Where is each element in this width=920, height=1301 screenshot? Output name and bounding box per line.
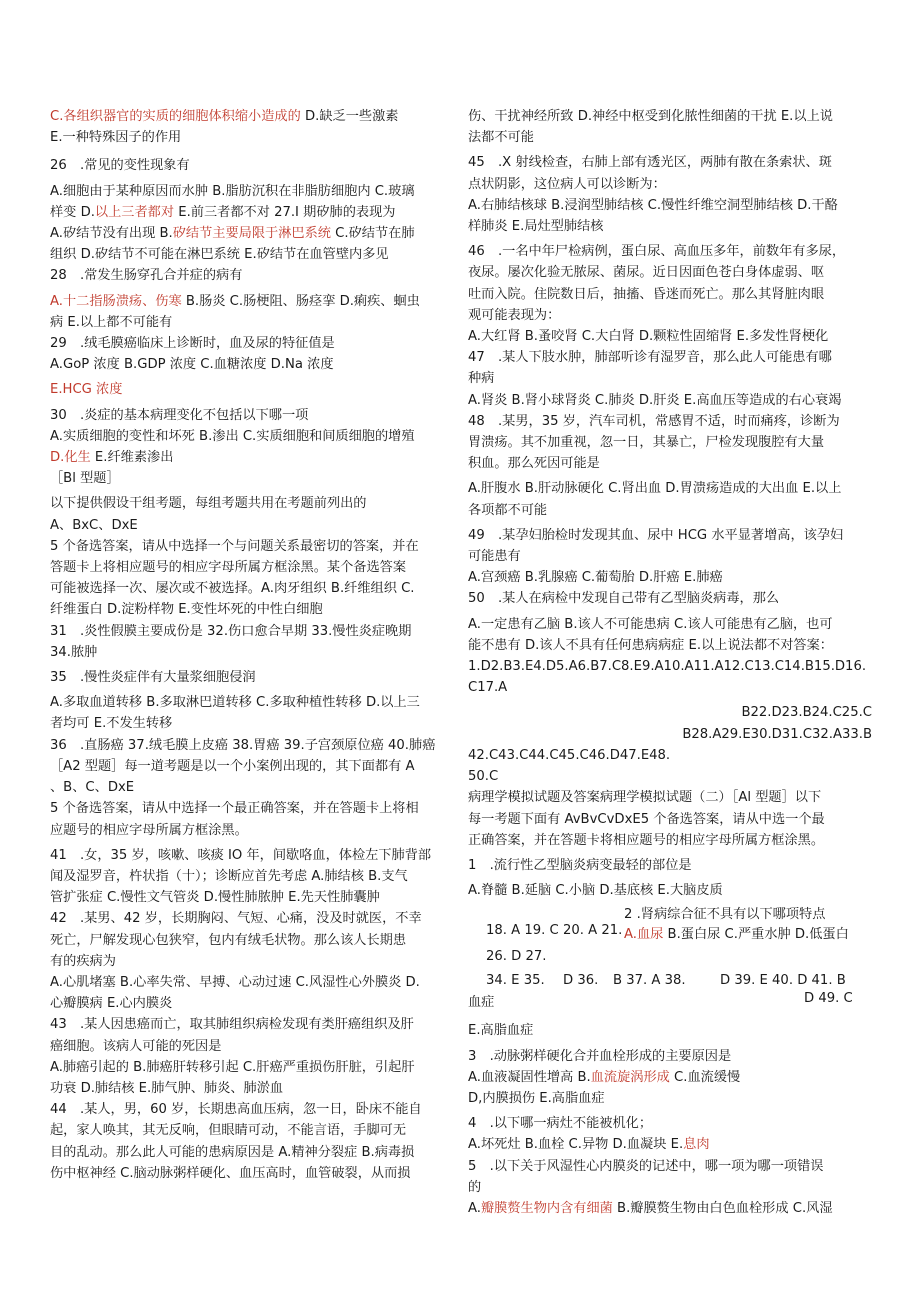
question-28: 28 .常发生肠穿孔合并症的病有 xyxy=(50,268,243,284)
text-line: A.心肌堵塞 B.心率失常、早搏、心动过速 C.风湿性心外膜炎 D. xyxy=(50,974,420,990)
text-line: 以下提供假设干组考题，每组考题共用在考题前列出的 xyxy=(50,496,367,512)
answer-key-line: 42.C43.C44.C45.C46.D47.E48. xyxy=(468,747,671,763)
text-line: 癌细胞。该病人可能的死因是 xyxy=(50,1038,222,1054)
text-line: A.肺癌引起的 B.肺癌肝转移引起 C.肝癌严重损伤肝脏，引起肝 xyxy=(50,1059,415,1075)
overlap-row xyxy=(468,946,872,970)
highlighted-answer: E.HCG 浓度 xyxy=(50,382,123,398)
right-column xyxy=(468,106,872,1219)
question-50: 50 .某人在病检中发现自己带有乙型脑炎病毒，那么 xyxy=(468,591,780,607)
question-42: 42 .某男、42 岁，长期胸闷、气短、心痛，没及时就医，不幸 xyxy=(50,911,422,927)
text-line: D,内膜损伤 E.高脂血症 xyxy=(468,1090,605,1106)
text-line: 吐而入院。住院数日后，抽搐、昏迷而死亡。那么其肾脏肉眼 xyxy=(468,286,825,302)
highlighted-answer: 血流旋涡形成 xyxy=(590,1069,670,1085)
text-line: A.右肺结核球 B.浸润型肺结核 C.慢性纤维空洞型肺结核 D.干酪 xyxy=(468,197,838,213)
text-span: A.血液凝固性增高 B. xyxy=(468,1069,591,1085)
text-line: 应题号的相应字母所属方框涂黑。 xyxy=(50,822,248,838)
text-line: 功衰 D.肺结核 E.肺气肿、肺炎、肺淤血 xyxy=(50,1080,284,1096)
highlighted-answer: D.化生 xyxy=(50,450,91,466)
text-line: 正确答案，并在答题卡将相应题号的相应字母所属方框涂黑。 xyxy=(468,832,825,848)
text-span: B.肠炎 C.肠梗阻、肠痉挛 D.痢疾、蛔虫 xyxy=(181,293,420,309)
text-line: 各项都不可能 xyxy=(468,502,548,518)
text-line: 闻及湿罗音，杵状指（十）；诊断应首先考虑 A.肺结核 B.支气 xyxy=(50,868,408,884)
text-line: 心瓣膜病 E.心内膜炎 xyxy=(50,996,173,1012)
answer-key-fragment: 26. D 27. xyxy=(486,949,547,965)
overlap-row xyxy=(468,992,872,1016)
text-line: 血症 xyxy=(468,995,495,1011)
text-line: 观可能表现为： xyxy=(468,307,561,323)
text-line: 的 xyxy=(468,1179,482,1195)
text-line: 5 个备选答案，请从中选择一个与问题关系最密切的答案，并在 xyxy=(50,538,419,554)
answer-key-line: B28.A29.E30.D31.C32.A33.B xyxy=(682,726,872,742)
text-line: 积血。那么死因可能是 xyxy=(468,456,600,472)
text-line: A.多取血道转移 B.多取淋巴道转移 C.多取种植性转移 D.以上三 xyxy=(50,695,420,711)
question-43: 43 .某人因患癌而亡，取其肺组织病检发现有类肝癌组织及肝 xyxy=(50,1017,414,1033)
highlighted-answer: 瓣膜赘生物内含有细菌 xyxy=(480,1200,613,1216)
text-line: A.细胞由于某种原因而水肿 B.脂肪沉积在非脂肪细胞内 C.玻璃 xyxy=(50,183,415,199)
question-5: 5 .以下关于风湿性心内膜炎的记述中，哪一项为哪一项错误 xyxy=(468,1158,824,1174)
text-line: 36 .直肠癌 37.绒毛膜上皮癌 38.胃癌 39.子宫颈原位癌 40.肺癌 xyxy=(50,737,436,753)
highlighted-answer: A.十二指肠溃疡、伤寒 xyxy=(50,293,182,309)
highlighted-answer: C.各组织器官的实质的细胞体积缩小造成的 xyxy=(50,109,301,124)
text-span: B.蛋白尿 C.严重水肿 D.低蛋白 xyxy=(663,927,849,943)
question-45: 45 .X 射线检查，右肺上部有透光区，两肺有散在条索状、斑 xyxy=(468,155,832,171)
question-44: 44 .某人，男，60 岁，长期患高血压病，忽一日，卧床不能自 xyxy=(50,1102,422,1118)
text-line: 样肺炎 E.局灶型肺结核 xyxy=(468,219,604,235)
text-line: 有的疾病为 xyxy=(50,953,116,969)
text-line: 法都不可能 xyxy=(468,130,534,146)
highlighted-answer: A.血尿 xyxy=(624,927,664,943)
text-span: C.血流缓慢 xyxy=(669,1069,741,1085)
left-column xyxy=(50,106,455,1184)
text-line: 组织 D.矽结节不可能在淋巴系统 E.矽结节在血管壁内多见 xyxy=(50,247,389,263)
text-line: 病 E.以上都不可能有 xyxy=(50,314,173,330)
text-line: 起，家人唤其，其无反响，但眼睛可动，不能言语，手脚可无 xyxy=(50,1123,407,1139)
overlap-row xyxy=(468,923,872,946)
text-line: 者均可 E.不发生转移 xyxy=(50,716,173,732)
text-line: 死亡，尸解发现心包狭窄，包内有绒毛状物。那么该人长期患 xyxy=(50,932,407,948)
answer-key-line: C17.A xyxy=(468,680,508,696)
highlighted-answer: 以上三者都对 xyxy=(94,204,175,220)
question-1: 1 .流行性乙型脑炎病变最轻的部位是 xyxy=(468,857,692,873)
text-line: A.肝腹水 B.肝动脉硬化 C.肾出血 D.胃溃疡造成的大出血 E.以上 xyxy=(468,481,842,497)
question-30: 30 .炎症的基本病理变化不包括以下哪一项 xyxy=(50,407,309,423)
section-heading: ［A2 型题］每一道考题是以一个小案例出现的，其下面都有 A xyxy=(50,758,415,774)
text-line: 、B、C、DxE xyxy=(50,780,135,796)
text-line: 胃溃疡。其不加重视，忽一日，其暴亡，尸检发现腹腔有大量 xyxy=(468,435,825,451)
question-48: 48 .某男，35 岁，汽车司机，常感胃不适，时而痛疼，诊断为 xyxy=(468,413,840,429)
text-line: E.高脂血症 xyxy=(468,1023,534,1039)
question-41: 41 .女，35 岁，咳嗽、咳痰 IO 年，间歇咯血，体检左下肺背部 xyxy=(50,847,432,863)
question-49: 49 .某孕妇胎检时发现其血、尿中 HCG 水平显著增高，该孕妇 xyxy=(468,527,844,543)
highlighted-answer: 矽结节主要局限于淋巴系统 xyxy=(172,226,331,242)
question-2: 2 .肾病综合征不具有以下哪项特点 xyxy=(624,907,826,923)
question-46: 46 .一名中年尸检病例，蛋白尿、高血压多年，前数年有多尿， xyxy=(468,244,846,260)
text-line: 每一考题下面有 AvBvCvDxE5 个备选答案，请从中选一个最 xyxy=(468,811,825,827)
question-29: 29 .绒毛膜癌临床上诊断时，血及尿的特征值是 xyxy=(50,336,335,352)
text-line xyxy=(468,1067,872,1088)
answer-key-fragment: 34. E 35. xyxy=(486,973,545,989)
text-span: C.矽结节在肺 xyxy=(330,226,415,242)
text-line xyxy=(624,924,849,945)
text-line: A.GoP 浓度 B.GDP 浓度 C.血糖浓度 D.Na 浓度 xyxy=(50,357,334,373)
text-line: 夜尿。屡次化验无脓尿、菌尿。近日因面色苍白身体虚弱、呕 xyxy=(468,265,825,281)
answer-key-line: B22.D23.B24.C25.C xyxy=(741,705,872,721)
text-span: A. xyxy=(468,1200,481,1216)
text-line: 伤中枢神经 C.脑动脉粥样硬化、血压高时，血管破裂，从而损 xyxy=(50,1165,411,1181)
answer-key-fragment: D 49. C xyxy=(804,991,853,1007)
text-span: E.前三者都不对 27.I 期矽肺的表现为 xyxy=(174,204,396,220)
text-line: 伤、干扰神经所致 D.神经中枢受到化脓性细菌的干扰 E.以上说 xyxy=(468,109,833,124)
text-line xyxy=(50,291,455,312)
highlighted-answer: 息肉 xyxy=(683,1137,710,1153)
answer-key-fragment: D 39. E 40. D 41. B xyxy=(720,973,846,989)
text-line xyxy=(50,223,455,244)
text-line: 答题卡上将相应题号的相应字母所属方框涂黑。某个备选答案 xyxy=(50,560,407,576)
text-line: 31 .炎性假膜主要成份是 32.伤口愈合早期 33.慢性炎症晚期 xyxy=(50,623,412,639)
text-line: 点状阴影，这位病人可以诊断为： xyxy=(468,176,666,192)
question-47: 47 .某人下肢水肿，肺部听诊有湿罗音，那么此人可能患有哪 xyxy=(468,350,832,366)
text-span: 样变 D. xyxy=(50,204,95,220)
text-line: A.脊髓 B.延脑 C.小脑 D.基底核 E.大脑皮质 xyxy=(468,883,723,899)
text-line xyxy=(468,1134,872,1155)
text-line: A、BxC、DxE xyxy=(50,517,138,533)
text-line xyxy=(50,202,455,223)
question-3: 3 .动脉粥样硬化合并血栓形成的主要原因是 xyxy=(468,1048,732,1064)
text-line: A.实质细胞的变性和坏死 B.渗出 C.实质细胞和间质细胞的增殖 xyxy=(50,428,415,444)
text-line: A.肾炎 B.肾小球肾炎 C.肺炎 D.肝炎 E.高血压等造成的右心衰竭 xyxy=(468,392,842,408)
text-span: D.缺乏一些激素 xyxy=(300,109,399,124)
question-4: 4 .以下哪一病灶不能被机化； xyxy=(468,1116,653,1132)
question-26: 26 .常见的变性现象有 xyxy=(50,158,190,174)
text-span: A.矽结节没有出现 B. xyxy=(50,226,173,242)
text-line xyxy=(468,1198,872,1219)
question-35: 35 .慢性炎症伴有大量浆细胞侵润 xyxy=(50,670,256,686)
section-heading: ［Bl 型题］ xyxy=(50,471,120,487)
text-line: 目的乱动。那么此人可能的患病原因是 A.精神分裂症 B.病毒损 xyxy=(50,1144,415,1160)
text-line: A.大红肾 B.蚤咬肾 C.大白肾 D.颗粒性固缩肾 E.多发性肾梗化 xyxy=(468,329,829,345)
text-line: 34.脓肿 xyxy=(50,644,98,660)
text-line: 纤维蛋白 D.淀粉样物 E.变性坏死的中性白细胞 xyxy=(50,602,323,618)
answer-key-fragment: 18. A 19. C 20. A 21. xyxy=(486,923,623,939)
answer-key-fragment: B 37. A 38. xyxy=(613,973,686,989)
text-line xyxy=(50,447,455,468)
text-span: E.纤维素渗出 xyxy=(90,450,174,466)
text-line: A.宫颈癌 B.乳腺癌 C.葡萄胎 D.肝癌 E.肺癌 xyxy=(468,570,723,586)
text-line: E.一种特殊因子的作用 xyxy=(50,130,182,146)
text-line: A.一定患有乙脑 B.该人不可能患病 C.该人可能患有乙脑，也可 xyxy=(468,616,833,632)
answer-key-line: 50.C xyxy=(468,769,499,785)
answer-key-line: 1.D2.B3.E4.D5.A6.B7.C8.E9.A10.A11.A12.C13.C14.B15.D16. xyxy=(468,659,867,675)
text-line: 可能被选择一次、屡次或不被选择。A.肉牙组织 B.纤维组织 C. xyxy=(50,581,415,597)
text-span: A.坏死灶 B.血栓 C.异物 D.血凝块 E. xyxy=(468,1137,684,1153)
text-line: 5 个备选答案，请从中选择一个最正确答案，并在答题卡上将相 xyxy=(50,801,419,817)
text-line xyxy=(50,106,455,127)
text-line: 种病 xyxy=(468,371,495,387)
text-line: 可能患有 xyxy=(468,549,521,565)
text-line: 管扩张症 C.慢性文气管炎 D.慢性肺脓肿 E.先天性肺囊肿 xyxy=(50,890,380,906)
answer-key-fragment: D 36. xyxy=(563,973,599,989)
text-line: 能不患有 D.该人不具有任何患病病症 E.以上说法都不对答案： xyxy=(468,637,833,653)
text-span: B.瓣膜赘生物由白色血栓形成 C.风湿 xyxy=(612,1200,833,1216)
section-heading: 病理学模拟试题及答案病理学模拟试题（二）［Al 型题］以下 xyxy=(468,790,822,806)
